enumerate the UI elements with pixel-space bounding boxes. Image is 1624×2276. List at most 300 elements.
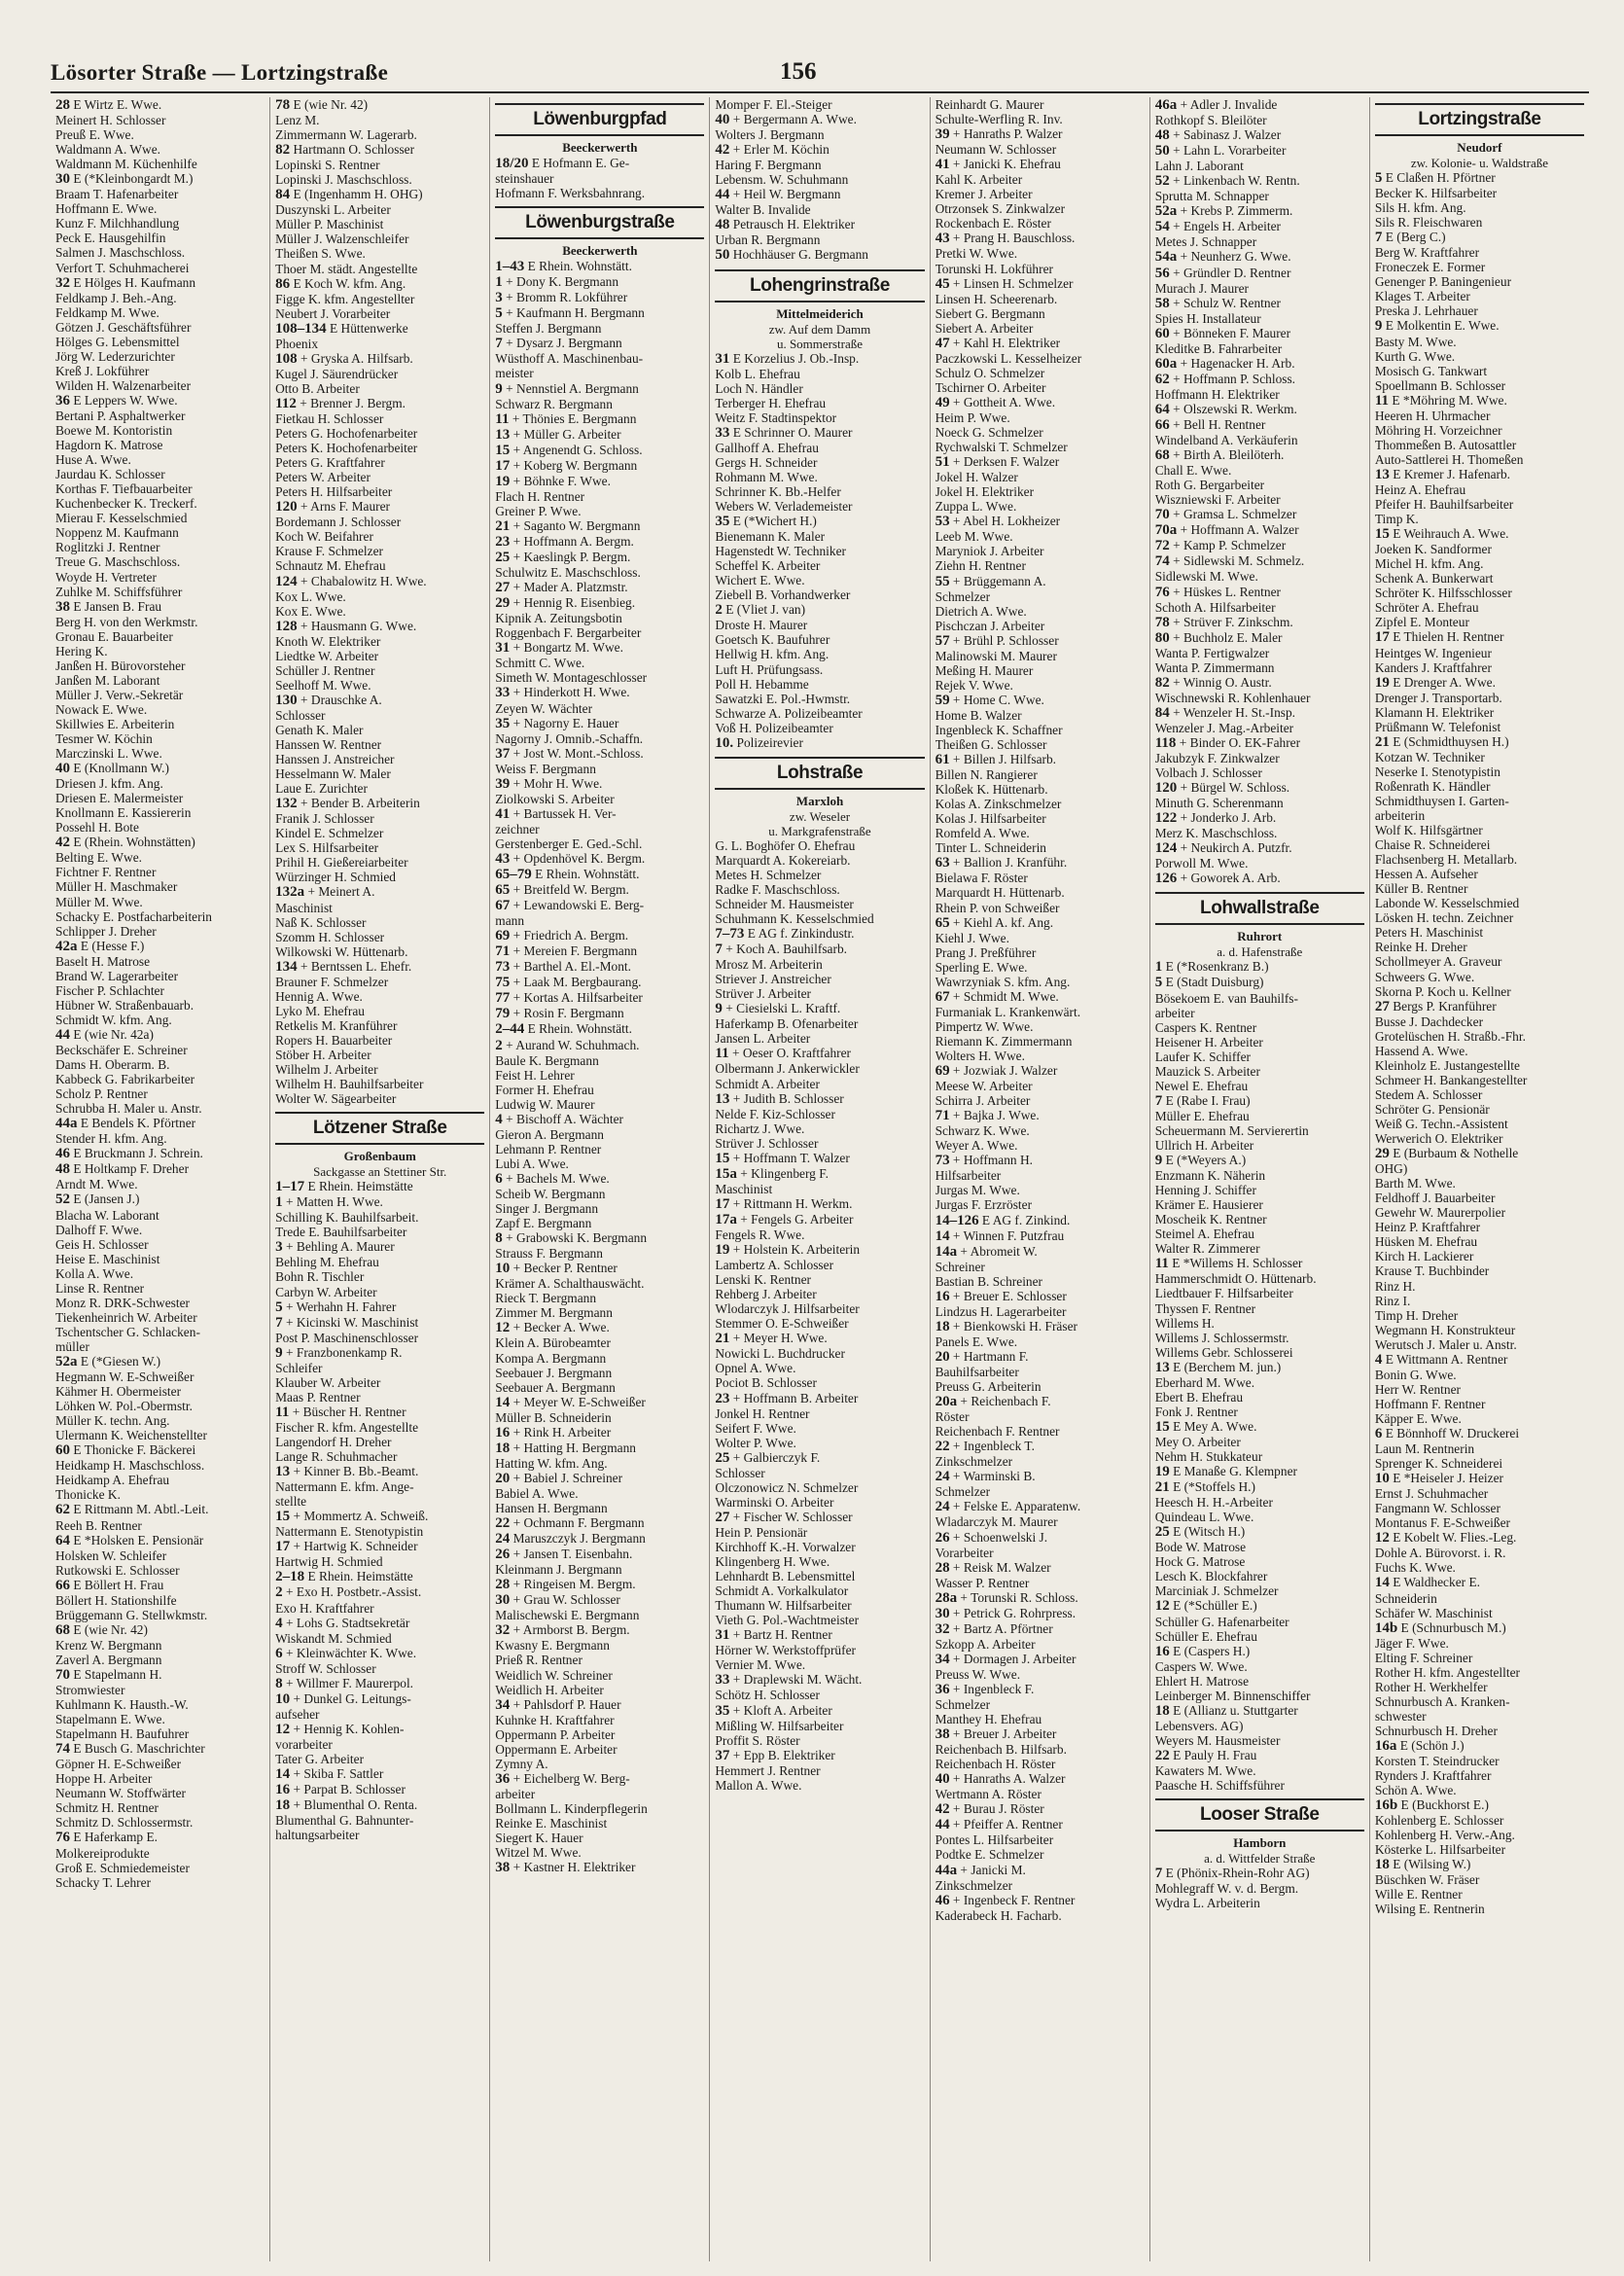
- resident-entry: [1375, 1813, 1584, 1828]
- house-number: 26: [935, 1529, 950, 1546]
- resident-entry: [715, 514, 924, 529]
- resident-text: Herr W. Rentner: [1374, 1381, 1461, 1397]
- resident-text: Löhken W. Pol.-Obermstr.: [55, 1399, 193, 1414]
- resident-text: E Claßen H. Pförtner: [1385, 170, 1496, 185]
- resident-entry: [275, 515, 484, 529]
- resident-text: Steffen J. Bergmann: [495, 321, 602, 337]
- resident-entry: [1155, 1419, 1364, 1435]
- resident-text: Scholz P. Rentner: [55, 1086, 148, 1102]
- resident-text: Bertani P. Asphaltwerker: [55, 408, 186, 423]
- house-number: 5: [495, 305, 503, 322]
- resident-text: Prihil H. Gießereiarbeiter: [275, 855, 408, 871]
- resident-text: Müller B. Schneiderin: [495, 1409, 612, 1425]
- house-number: 31: [495, 640, 511, 657]
- resident-entry: [275, 1331, 484, 1345]
- resident-entry: [55, 1608, 265, 1622]
- house-number: 25: [495, 550, 511, 566]
- resident-text: + Behling A. Maurer: [286, 1239, 395, 1255]
- resident-text: Wertmann A. Röster: [935, 1787, 1041, 1802]
- resident-entry: [936, 989, 1145, 1005]
- resident-entry: [1155, 1495, 1364, 1510]
- resident-entry: [55, 1697, 265, 1712]
- resident-text: Schmidt W. kfm. Ang.: [55, 1012, 172, 1027]
- resident-entry: [1155, 281, 1364, 296]
- resident-text: Tschirner O. Arbeiter: [935, 379, 1046, 395]
- resident-entry: [275, 246, 484, 261]
- resident-text: E *Heiseler J. Heizer: [1393, 1471, 1503, 1486]
- resident-text: Dohle A. Bürovorst. i. R.: [1374, 1546, 1506, 1561]
- resident-text: Peters H. Hilfsarbeiter: [275, 484, 393, 500]
- resident-entry: [275, 558, 484, 573]
- resident-entry: [1375, 1397, 1584, 1411]
- house-number: 32: [55, 274, 70, 291]
- resident-text: Stemmer O. E-Schweißer: [715, 1316, 849, 1332]
- resident-entry: [55, 1487, 265, 1502]
- resident-entry: [1155, 387, 1364, 402]
- resident-entry: [1155, 1109, 1364, 1123]
- resident-entry: [55, 1161, 265, 1177]
- resident-entry: [275, 470, 484, 484]
- house-number: 2: [495, 1037, 503, 1053]
- resident-entry: [936, 633, 1145, 649]
- resident-text: Waldmann M. Küchenhilfe: [55, 157, 197, 172]
- resident-entry: [55, 983, 265, 998]
- resident-text: Schröter K. Hilfsschlosser: [1374, 586, 1512, 601]
- resident-text: Fangmann W. Schlosser: [1374, 1501, 1500, 1516]
- resident-text: E (Rhein. Wohnstätten): [73, 835, 195, 850]
- resident-entry: [275, 381, 484, 396]
- resident-text: zeichner: [495, 821, 540, 836]
- resident-entry: [936, 292, 1145, 306]
- resident-entry: [55, 1741, 265, 1757]
- resident-entry: [1155, 1778, 1364, 1793]
- resident-text: E (Schnurbusch M.): [1400, 1619, 1506, 1635]
- resident-text: Kirchhoff K.-H. Vorwalzer: [715, 1539, 856, 1554]
- resident-text: Fietkau H. Schlosser: [275, 410, 384, 426]
- resident-entry: [1375, 1902, 1584, 1916]
- resident-entry: [495, 1230, 704, 1246]
- resident-text: Loch N. Händler: [715, 380, 803, 396]
- resident-text: + Bürgel W. Schloss.: [1180, 780, 1290, 796]
- resident-text: Kleinmann J. Bergmann: [495, 1562, 622, 1578]
- resident-entry: [715, 677, 924, 692]
- resident-entry: [55, 1458, 265, 1473]
- resident-entry: [275, 1269, 484, 1284]
- resident-text: Scheib W. Bergmann: [495, 1187, 606, 1201]
- resident-text: Seebauer A. Bergmann: [495, 1379, 616, 1395]
- resident-entry: [715, 1016, 924, 1031]
- resident-text: Gewehr W. Maurerpolier: [1374, 1205, 1506, 1221]
- resident-entry: [1155, 1524, 1364, 1540]
- resident-entry: [495, 1261, 704, 1276]
- resident-text: Müller P. Maschinist: [275, 217, 384, 232]
- resident-entry: [1155, 1183, 1364, 1197]
- resident-entry: [1375, 1161, 1584, 1176]
- resident-text: + Kaufmann H. Bergmann: [506, 305, 645, 321]
- resident-text: + Jost W. Mont.-Schloss.: [512, 745, 644, 761]
- house-number: 62: [1154, 371, 1170, 387]
- resident-text: Urban R. Bergmann: [715, 232, 821, 248]
- street-location-note: a. d. Wittfelder Straße: [1204, 1851, 1316, 1867]
- resident-text: Berg H. von den Werkmstr.: [55, 614, 198, 629]
- resident-text: mann: [495, 913, 525, 929]
- resident-entry: [1375, 1102, 1584, 1117]
- resident-text: + Engels H. Arbeiter: [1173, 219, 1281, 234]
- resident-entry: [715, 1657, 924, 1672]
- resident-entry: [495, 1638, 704, 1653]
- resident-entry: [715, 232, 924, 247]
- resident-text: Hanssen W. Rentner: [275, 737, 382, 753]
- resident-entry: [1155, 417, 1364, 433]
- resident-entry: [495, 822, 704, 836]
- resident-text: + Matten H. Wwe.: [286, 1194, 383, 1210]
- resident-entry: [55, 717, 265, 731]
- resident-entry: [1155, 1733, 1364, 1748]
- resident-entry: [55, 791, 265, 805]
- resident-entry: [495, 1860, 704, 1875]
- resident-text: Hölges G. Lebensmittel: [55, 334, 180, 349]
- house-number: 15: [275, 1509, 291, 1525]
- resident-entry: [1375, 1191, 1584, 1205]
- resident-text: Fengels R. Wwe.: [715, 1227, 805, 1242]
- resident-entry: [275, 1033, 484, 1048]
- resident-entry: [1375, 1754, 1584, 1768]
- resident-text: Laun M. Rentnerin: [1374, 1441, 1475, 1457]
- resident-text: Reinhardt G. Maurer: [935, 97, 1044, 112]
- resident-entry: [936, 1183, 1145, 1197]
- resident-text: Brüggemann G. Stellwkmstr.: [55, 1607, 208, 1622]
- resident-text: Schwarz K. Wwe.: [935, 1123, 1030, 1139]
- resident-entry: [936, 1726, 1145, 1742]
- resident-text: Duszynski L. Arbeiter: [275, 202, 391, 218]
- resident-entry: [1155, 675, 1364, 691]
- resident-text: Marczinski L. Wwe.: [55, 746, 162, 762]
- resident-entry: [936, 262, 1145, 276]
- resident-text: Schlosser: [715, 1465, 765, 1480]
- resident-text: + Felske E. Apparatenw.: [952, 1499, 1081, 1514]
- resident-entry: [936, 708, 1145, 723]
- resident-entry: [1375, 750, 1584, 765]
- house-number: 66: [55, 1577, 70, 1593]
- house-number: 69: [495, 928, 511, 944]
- resident-entry: [55, 378, 265, 393]
- resident-entry: [1375, 274, 1584, 289]
- resident-text: Schnurbusch H. Dreher: [1374, 1723, 1498, 1738]
- resident-entry: [495, 806, 704, 822]
- resident-entry: [715, 1778, 924, 1793]
- resident-text: Baselt H. Matrose: [55, 953, 151, 969]
- resident-entry: [275, 959, 484, 975]
- resident-text: Driesen J. kfm. Ang.: [55, 776, 163, 792]
- resident-text: Rinz H.: [1374, 1278, 1416, 1294]
- resident-entry: [495, 990, 704, 1006]
- resident-text: Lahn J. Laborant: [1154, 159, 1244, 174]
- resident-entry: [495, 1683, 704, 1697]
- resident-entry: [55, 939, 265, 954]
- resident-text: Ropers H. Bauarbeiter: [275, 1032, 393, 1048]
- resident-entry: [55, 746, 265, 761]
- resident-entry: [55, 1208, 265, 1223]
- house-number: 12: [1154, 1598, 1170, 1615]
- resident-entry: [495, 1335, 704, 1350]
- resident-text: E Thonicke F. Bäckerei: [73, 1442, 196, 1458]
- resident-text: Kipnik A. Zeitungsbotin: [495, 611, 622, 626]
- resident-text: Klamann H. Elektriker: [1374, 704, 1495, 720]
- resident-text: Strüver J. Schlosser: [715, 1135, 819, 1151]
- resident-entry: [715, 396, 924, 410]
- resident-text: + Hoffmann A. Walzer: [1180, 522, 1299, 538]
- resident-text: Zaverl A. Bergmann: [55, 1652, 162, 1667]
- resident-entry: [1155, 959, 1364, 975]
- resident-text: + Wenzeler H. St.-Insp.: [1173, 704, 1296, 720]
- resident-text: Lubi A. Wwe.: [495, 1156, 569, 1171]
- resident-entry: [715, 1258, 924, 1272]
- resident-text: Eberhard M. Wwe.: [1154, 1374, 1255, 1390]
- resident-entry: [495, 1425, 704, 1440]
- resident-text: Ulermann K. Weichenstellter: [55, 1428, 207, 1443]
- resident-text: E Waldhecker E.: [1393, 1575, 1480, 1590]
- resident-entry: [1155, 1153, 1364, 1168]
- resident-text: Ziehn H. Rentner: [935, 558, 1026, 574]
- house-number: 24: [935, 1499, 950, 1515]
- resident-entry: [715, 1361, 924, 1375]
- resident-entry: [1155, 735, 1364, 751]
- resident-text: Ehlert H. Matrose: [1154, 1673, 1250, 1689]
- resident-text: Neumann W. Stoffwärter: [55, 1786, 187, 1801]
- resident-entry: [1155, 1510, 1364, 1524]
- resident-text: Feist H. Lehrer: [495, 1067, 575, 1083]
- house-number: 18: [495, 1440, 511, 1456]
- house-number: 23: [495, 533, 511, 550]
- resident-entry: [1155, 1079, 1364, 1093]
- house-number: 27: [495, 580, 511, 596]
- resident-entry: [1155, 630, 1364, 646]
- resident-text: + Hanraths A. Walzer: [952, 1771, 1066, 1787]
- resident-entry: [936, 1319, 1145, 1334]
- resident-text: OHG): [1374, 1161, 1408, 1177]
- resident-text: Possehl H. Bote: [55, 820, 139, 836]
- resident-entry: [275, 306, 484, 321]
- house-number: 9: [275, 1344, 283, 1361]
- resident-entry: [1375, 940, 1584, 954]
- resident-entry: [1155, 1703, 1364, 1719]
- resident-entry: [55, 1191, 265, 1207]
- resident-text: + Parpat B. Schlosser: [293, 1782, 406, 1797]
- resident-text: Flachsenberg H. Metallarb.: [1374, 852, 1518, 868]
- resident-text: E Kobelt W. Flies.-Leg.: [1393, 1530, 1517, 1546]
- resident-entry: [1375, 660, 1584, 675]
- resident-entry: [1375, 423, 1584, 438]
- resident-text: Siebert G. Bergmann: [935, 305, 1045, 321]
- resident-text: Weiss F. Bergmann: [495, 761, 596, 776]
- resident-text: + Holstein K. Arbeiterin: [732, 1242, 861, 1258]
- house-number: 33: [715, 1672, 730, 1689]
- resident-entry: [715, 1316, 924, 1331]
- resident-entry: [936, 1514, 1145, 1529]
- resident-entry: [495, 305, 704, 321]
- resident-entry: [275, 1285, 484, 1299]
- resident-entry: [55, 1757, 265, 1771]
- resident-text: + Goworek A. Arb.: [1180, 871, 1281, 886]
- resident-entry: [55, 452, 265, 467]
- resident-text: E Korzelius J. Ob.-Insp.: [732, 350, 860, 366]
- house-number: 82: [275, 142, 291, 159]
- resident-entry: [55, 776, 265, 791]
- resident-entry: [55, 1325, 265, 1339]
- resident-text: E (Caspers H.): [1173, 1643, 1251, 1658]
- resident-entry: [1155, 326, 1364, 341]
- resident-entry: [936, 649, 1145, 663]
- street-heading: Lötzener Straße: [275, 1112, 484, 1145]
- resident-entry: [1155, 1449, 1364, 1464]
- resident-entry: [275, 1737, 484, 1752]
- resident-entry: [1155, 751, 1364, 765]
- resident-entry: [1155, 1881, 1364, 1896]
- resident-text: E Bönnhoff W. Druckerei: [1385, 1425, 1520, 1440]
- house-number: 33: [495, 685, 511, 701]
- resident-entry: [1155, 1138, 1364, 1153]
- resident-text: + Saganto W. Bergmann: [512, 517, 641, 533]
- resident-text: Bastian B. Schreiner: [935, 1273, 1043, 1289]
- resident-text: Elting F. Schreiner: [1374, 1650, 1473, 1665]
- house-number: 41: [935, 157, 950, 173]
- resident-text: + Breuer E. Schlosser: [952, 1288, 1067, 1303]
- resident-entry: [1375, 289, 1584, 303]
- resident-entry: [936, 1034, 1145, 1049]
- resident-text: Retkelis M. Kranführer: [275, 1017, 398, 1033]
- house-number: 64: [1154, 401, 1170, 417]
- resident-entry: [495, 943, 704, 959]
- resident-entry: [715, 1196, 924, 1212]
- resident-entry: [495, 625, 704, 640]
- resident-entry: [715, 1061, 924, 1076]
- resident-text: Dams H. Oberarm. B.: [55, 1057, 170, 1073]
- resident-entry: [1375, 1606, 1584, 1620]
- house-number: 13: [275, 1464, 291, 1480]
- resident-entry: [495, 867, 704, 882]
- street-heading: Looser Straße: [1155, 1798, 1364, 1831]
- house-number: 80: [1154, 629, 1170, 646]
- resident-entry: [1155, 189, 1364, 203]
- resident-text: Willems J. Schlossermstr.: [1154, 1330, 1289, 1345]
- resident-text: Schüller J. Rentner: [275, 662, 375, 678]
- resident-entry: [1375, 1029, 1584, 1044]
- house-number: 118: [1154, 734, 1177, 751]
- resident-entry: [55, 1726, 265, 1741]
- resident-entry: [495, 1668, 704, 1683]
- resident-text: Busse J. Dachdecker: [1374, 1014, 1484, 1029]
- resident-text: meister: [495, 366, 534, 381]
- resident-text: Roggenbach F. Bergarbeiter: [495, 625, 642, 641]
- resident-entry: [55, 275, 265, 291]
- house-number: 21: [1374, 733, 1390, 750]
- resident-entry: [715, 1643, 924, 1657]
- house-number: 120: [1154, 780, 1178, 797]
- house-number: 44a: [55, 1116, 78, 1132]
- resident-text: Vernier M. Wwe.: [715, 1657, 806, 1673]
- resident-text: Lebensm. W. Schuhmann: [715, 172, 849, 188]
- resident-text: + Billen J. Hilfsarb.: [952, 752, 1057, 767]
- resident-entry: [1375, 629, 1584, 645]
- resident-text: Berg W. Kraftfahrer: [1374, 245, 1480, 261]
- resident-text: + Bender B. Arbeiterin: [300, 796, 420, 811]
- resident-entry: [275, 1091, 484, 1106]
- house-number: 16: [275, 1782, 291, 1798]
- resident-text: Jörg W. Lederzurichter: [55, 348, 175, 364]
- resident-text: Stroff W. Schlosser: [275, 1660, 376, 1676]
- resident-text: Strauss F. Bergmann: [495, 1246, 603, 1262]
- resident-text: Koch W. Beifahrer: [275, 529, 373, 545]
- resident-entry: [495, 762, 704, 776]
- resident-text: Hartwig H. Schmied: [275, 1554, 383, 1570]
- resident-text: Blumenthal G. Bahnunter-: [275, 1813, 414, 1829]
- resident-entry: [936, 410, 1145, 425]
- resident-entry: [936, 975, 1145, 989]
- resident-entry: [1375, 1263, 1584, 1278]
- resident-text: Klein A. Bürobeamter: [495, 1335, 611, 1351]
- resident-text: + Hartmann F.: [952, 1348, 1029, 1364]
- resident-text: Nagorny J. Omnib.-Schaffn.: [495, 730, 644, 746]
- resident-text: + Lewandowski E. Berg-: [512, 898, 645, 913]
- resident-entry: [1155, 1241, 1364, 1256]
- resident-entry: [1375, 230, 1584, 245]
- resident-entry: [715, 926, 924, 942]
- resident-entry: [275, 544, 484, 558]
- resident-entry: [936, 1394, 1145, 1409]
- house-number: 21: [495, 517, 511, 534]
- resident-entry: [715, 838, 924, 853]
- resident-text: E *Möhring M. Wwe.: [1392, 392, 1507, 408]
- house-number: 17: [495, 457, 511, 474]
- resident-entry: [55, 599, 265, 615]
- house-number: 55: [935, 573, 950, 589]
- house-number: 16a: [1374, 1737, 1397, 1754]
- resident-entry: [495, 1053, 704, 1068]
- resident-entry: [715, 1346, 924, 1361]
- resident-entry: [715, 1046, 924, 1061]
- resident-text: + Grau W. Schlosser: [512, 1592, 620, 1608]
- resident-text: Linsen H. Scheerenarb.: [935, 291, 1058, 306]
- resident-text: Home B. Walzer: [935, 707, 1022, 723]
- resident-text: Peters H. Maschinist: [1374, 925, 1484, 941]
- resident-text: Hering K.: [55, 643, 108, 658]
- resident-entry: [1375, 852, 1584, 867]
- resident-text: + Hagenacker H. Arb.: [1180, 355, 1295, 371]
- house-number: 36: [935, 1681, 950, 1697]
- resident-entry: [1375, 675, 1584, 691]
- resident-text: + Grabowski K. Bergmann: [506, 1230, 648, 1246]
- resident-entry: [55, 1563, 265, 1578]
- resident-entry: [275, 1062, 484, 1077]
- resident-text: E Hölges H. Kaufmann: [73, 274, 196, 290]
- resident-text: Kunz F. Milchhandlung: [55, 216, 180, 231]
- resident-text: Olbermann J. Ankerwickler: [715, 1061, 860, 1077]
- resident-entry: [715, 1331, 924, 1346]
- resident-text: E Rhein. Heimstätte: [307, 1179, 413, 1194]
- resident-entry: [1375, 808, 1584, 823]
- house-number: 18/20: [495, 156, 529, 171]
- resident-text: Hofmann F. Werksbahnrang.: [495, 186, 646, 201]
- resident-entry: [495, 458, 704, 474]
- resident-entry: [1155, 600, 1364, 615]
- resident-text: Ludwig W. Maurer: [495, 1096, 595, 1112]
- resident-text: E (wie Nr. 42a): [73, 1026, 154, 1042]
- resident-text: + Reichenbach F.: [960, 1394, 1051, 1409]
- resident-text: Hessen A. Aufseher: [1374, 867, 1478, 882]
- resident-entry: [936, 1499, 1145, 1514]
- resident-entry: [1375, 734, 1584, 750]
- resident-text: haltungsarbeiter: [275, 1828, 360, 1843]
